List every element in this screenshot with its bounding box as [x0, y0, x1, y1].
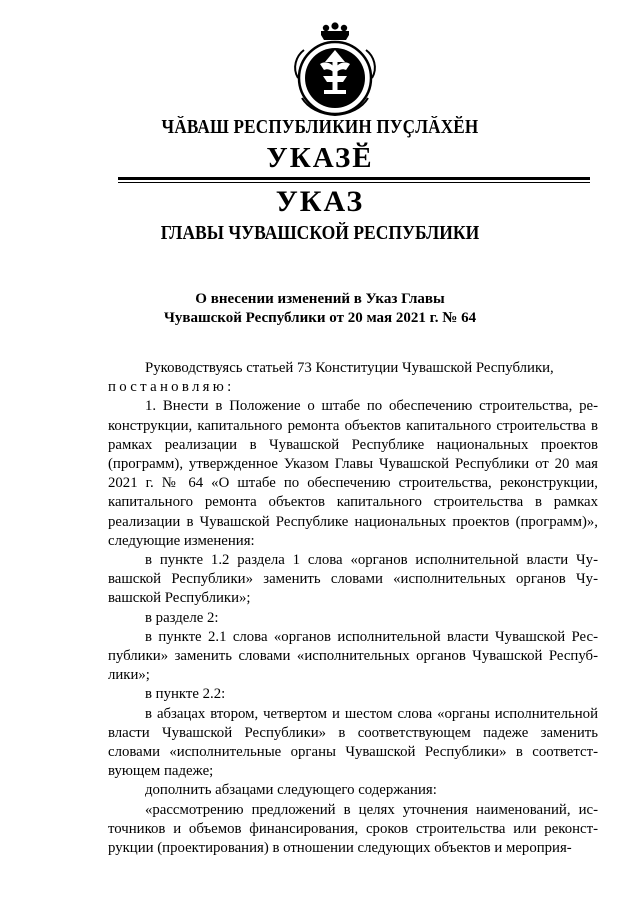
paragraph-section-2: в разделе 2: — [145, 609, 219, 626]
paragraph-abzats-changes: в абзацах втором, четвертом и шестом слова «органы исполнительной власти Чувашской Республики» в соответствующем падеже заменить словами «исполнительные органы Чувашской Республики» в соответствующем падеже; — [108, 705, 598, 780]
resolve-word: постановляю: — [108, 379, 235, 396]
chuvash-header-line2: УКАЗӖ — [266, 142, 374, 174]
russian-header-line2: ГЛАВЫ ЧУВАШСКОЙ РЕСПУБЛИКИ — [160, 223, 480, 244]
decree-title-line2: Чувашской Республики от 20 мая 2021 г. № 64 — [163, 310, 477, 326]
header-divider-thick — [118, 177, 590, 180]
chuvash-header-line1: ЧӐВАШ РЕСПУБЛИКИН ПУҪЛӐХӖН — [161, 117, 479, 138]
paragraph-clause-2-1: в пункте 2.1 слова «органов исполнительной власти Чувашской Республики» заменить словами «исполнительных органов Чувашской Республики»; — [108, 628, 598, 684]
paragraph-add-abzats: дополнить абзацами следующего содержания: — [145, 782, 437, 799]
russian-header-line1: УКАЗ — [275, 185, 365, 218]
paragraph-preamble: Руководствуясь статьей 73 Конституции Чувашской Республики, — [145, 360, 554, 376]
paragraph-item-1: 1. Внести в Положение о штабе по обеспечению строительства, реконструкции, капитального ремонта объектов капитального строительства в рамках реализации в Чувашской Республике национальных проектов (программ), утвержденное Указом Главы Чувашской Республики от 20 мая 2021 г. № 64 «О штабе по обеспечению строительства, реконструкции, капитального ремонта объектов капитального строительства в рамках реализации в Чувашской Республике национальных проектов (программ)», следующие изменения: — [108, 398, 598, 549]
decree-title-line1: О внесении изменений в Указ Главы — [195, 291, 445, 307]
header-divider-thin — [118, 182, 590, 183]
coat-of-arms-icon — [288, 20, 382, 120]
decree-body — [108, 359, 598, 858]
paragraph-new-text: «рассмотрению предложений в целях уточнения наименований, источников и объемов финансирования, сроков строительства или реконструкции (проектирования) в отношении следующих объектов и мероприя- — [108, 801, 598, 857]
paragraph-clause-1-2: в пункте 1.2 раздела 1 слова «органов исполнительной власти Чувашской Республики» заменить словами «исполнительных органов Чувашской Республики»; — [108, 552, 598, 607]
paragraph-clause-2-2: в пункте 2.2: — [145, 686, 226, 703]
paragraph-resolve — [108, 378, 598, 397]
